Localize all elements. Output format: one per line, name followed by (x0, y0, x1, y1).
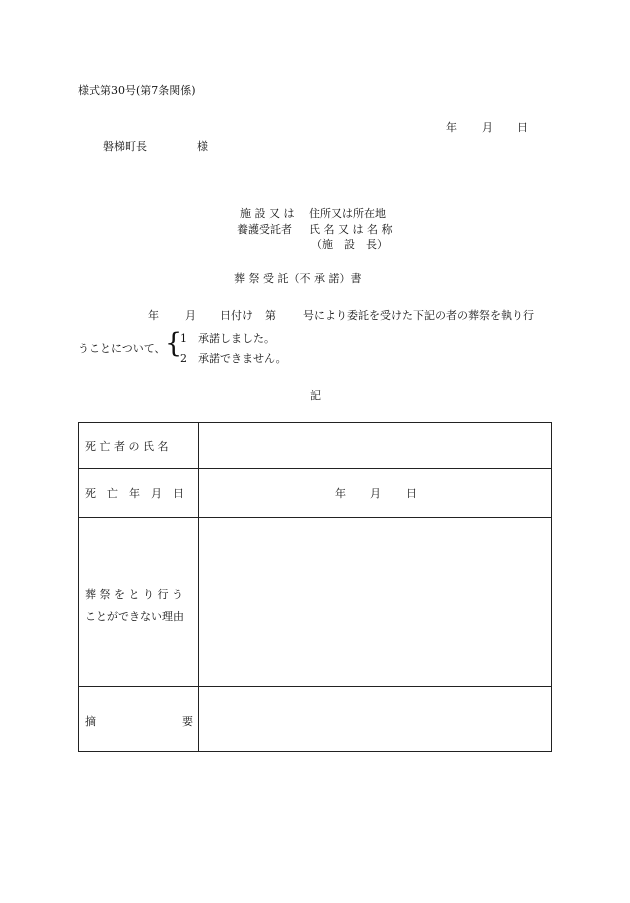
ki-heading: 記 (310, 389, 321, 402)
details-table (78, 422, 552, 752)
option-refusal: 2 承諾できません。 (180, 352, 287, 365)
reason-label-line2: ことができない理由 (85, 610, 184, 623)
death-date-year: 年 (335, 487, 346, 500)
reason-label-line1: 葬 祭 を と り 行 う (85, 588, 183, 601)
table-row-divider (79, 686, 551, 687)
date-month-label: 月 (482, 121, 493, 134)
summary-label-left: 摘 (85, 715, 96, 728)
death-date-day: 日 (406, 487, 417, 500)
body-number-prefix: 第 (265, 309, 276, 322)
death-date-label: 死 亡 年 月 日 (85, 487, 184, 500)
option-brace: { (165, 328, 183, 359)
deceased-name-label: 死 亡 者 の 氏 名 (85, 440, 169, 453)
form-number: 様式第30号(第7条関係) (78, 84, 196, 97)
table-column-divider (198, 423, 199, 751)
summary-value[interactable] (200, 688, 550, 750)
body-month: 月 (185, 309, 196, 322)
applicant-address-label: 住所又は所在地 (309, 207, 386, 220)
recipient-name: 磐梯町長 (103, 140, 147, 153)
table-row-divider (79, 468, 551, 469)
applicant-facility-head-label: （施 設 長） (311, 238, 388, 251)
summary-label-right: 要 (182, 715, 193, 728)
document-title: 葬 祭 受 託（不 承 諾）書 (234, 272, 362, 285)
date-year-label: 年 (446, 121, 457, 134)
deceased-name-value[interactable] (200, 424, 550, 467)
reason-value[interactable] (200, 519, 550, 685)
applicant-role-line1: 施 設 又 は (240, 207, 295, 220)
recipient-honorific: 様 (197, 140, 208, 153)
date-day-label: 日 (517, 121, 528, 134)
body-line2-lead: うことについて、 (78, 342, 166, 355)
applicant-name-label: 氏 名 又 は 名 称 (309, 223, 393, 236)
table-row-divider (79, 517, 551, 518)
applicant-role-line2: 養護受託者 (237, 223, 292, 236)
body-dated: 日付け (220, 309, 253, 322)
body-line1-rest: 号により委託を受けた下記の者の葬祭を執り行 (303, 309, 534, 322)
option-consent: 1 承諾しました。 (180, 332, 275, 345)
body-year: 年 (148, 309, 159, 322)
death-date-month: 月 (370, 487, 381, 500)
